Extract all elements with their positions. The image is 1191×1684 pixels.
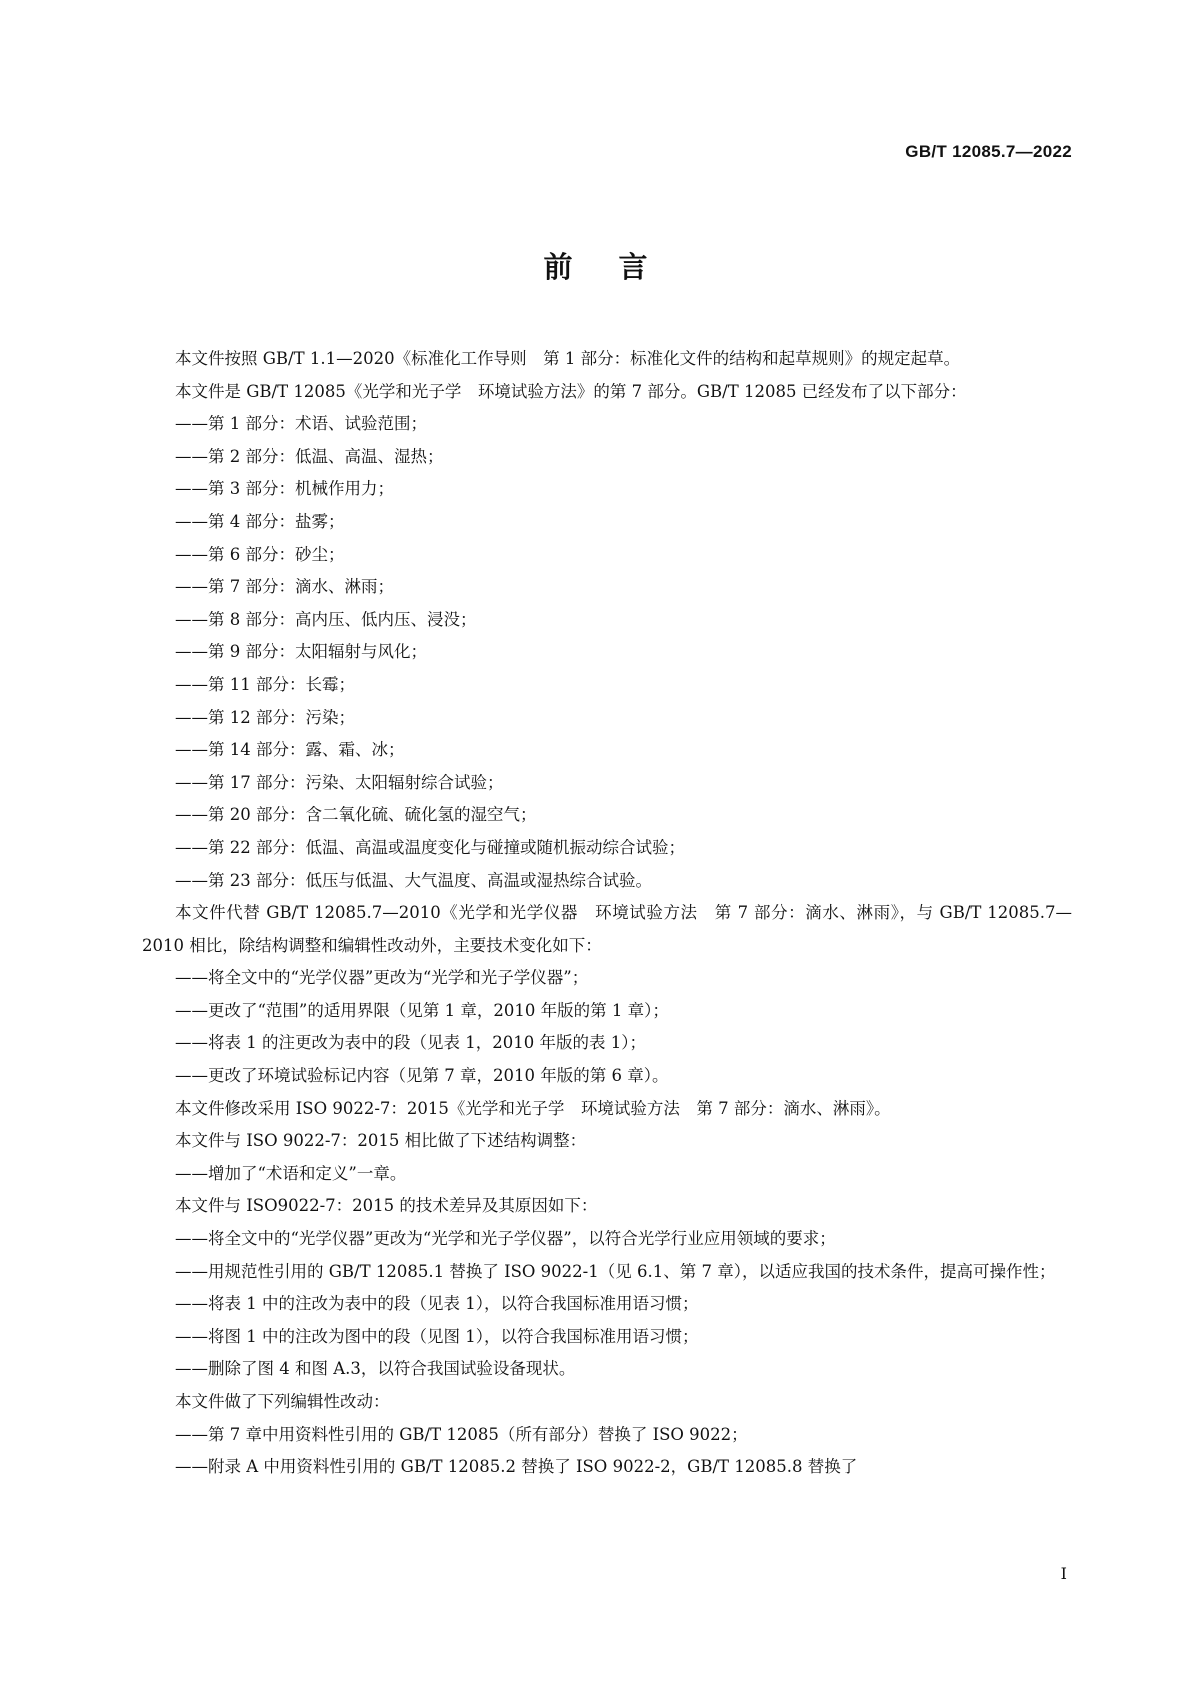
list-item: ——第 23 部分：低压与低温、大气温度、高温或湿热综合试验。 (175, 870, 652, 890)
list-item: ——将表 1 的注更改为表中的段（见表 1，2010 年版的表 1）； (175, 1033, 646, 1053)
list-item: ——第 20 部分：含二氧化硫、硫化氢的湿空气； (175, 805, 537, 825)
list-item: ——更改了环境试验标记内容（见第 7 章，2010 年版的第 6 章）。 (175, 1066, 669, 1086)
editorial-paragraph: 本文件做了下列编辑性改动： (175, 1392, 390, 1411)
list-item: ——将全文中的“光学仪器”更改为“光学和光子学仪器”，以符合光学行业应用领域的要求； (175, 1229, 836, 1249)
list-item: ——第 8 部分：高内压、低内压、浸没； (175, 609, 477, 629)
list-item: ——第 6 部分：砂尘； (175, 544, 345, 564)
list-item: ——更改了“范围”的适用界限（见第 1 章，2010 年版的第 1 章）； (175, 1000, 669, 1020)
list-item: ——将表 1 中的注改为表中的段（见表 1），以符合我国标准用语习惯； (175, 1294, 699, 1314)
list-item: ——第 11 部分：长霉； (175, 674, 355, 694)
intro-paragraph: 本文件是 GB/T 12085《光学和光子学 环境试验方法》的第 7 部分。GB/T 12085 已经发布了以下部分： (175, 381, 967, 401)
list-item: ——第 22 部分：低温、高温或温度变化与碰撞或随机振动综合试验； (175, 837, 685, 857)
list-item: ——将图 1 中的注改为图中的段（见图 1），以符合我国标准用语习惯； (175, 1326, 699, 1346)
list-item: ——第 7 章中用资料性引用的 GB/T 12085（所有部分）替换了 ISO 9022； (175, 1424, 748, 1444)
list-item: ——第 4 部分：盐雾； (175, 511, 345, 531)
technical-differences-paragraph: 本文件与 ISO9022-7：2015 的技术差异及其原因如下： (175, 1196, 598, 1216)
list-item: ——第 12 部分：污染； (175, 707, 355, 727)
replacement-paragraph: 本文件代替 GB/T 12085.7—2010《光学和光学仪器 环境试验方法 第 7 部分：滴水、淋雨》，与 GB/T 12085.7—2010 相比，除结构调整和编辑性改动外，主要技术变化如下： (142, 903, 1072, 955)
changes-list (142, 962, 1072, 1092)
list-item: ——第 17 部分：污染、太阳辐射综合试验； (175, 772, 504, 792)
list-item: ——第 2 部分：低温、高温、湿热； (175, 446, 444, 466)
list-item: ——用规范性引用的 GB/T 12085.1 替换了 ISO 9022-1（见 6.1、第 7 章），以适应我国的技术条件，提高可操作性； (175, 1261, 1056, 1281)
foreword-body (142, 343, 1072, 1484)
list-item: ——附录 A 中用资料性引用的 GB/T 12085.2 替换了 ISO 9022-2，GB/T 12085.8 替换了 (175, 1457, 858, 1477)
parts-list (142, 408, 1072, 897)
tech-list (142, 1223, 1072, 1386)
list-item: ——第 14 部分：露、霜、冰； (175, 740, 405, 760)
intro-paragraph: 本文件按照 GB/T 1.1—2020《标准化工作导则 第 1 部分：标准化文件的结构和起草规则》的规定起草。 (175, 349, 961, 368)
list-item: ——第 1 部分：术语、试验范围； (175, 414, 427, 434)
list-item: ——删除了图 4 和图 A.3，以符合我国试验设备现状。 (175, 1359, 576, 1379)
page-number: I (1060, 1564, 1067, 1583)
adoption-paragraph: 本文件修改采用 ISO 9022-7：2015《光学和光子学 环境试验方法 第 7 部分：滴水、淋雨》。 (175, 1098, 891, 1118)
header-standard-code: GB/T 12085.7—2022 (905, 142, 1072, 161)
list-item: ——第 7 部分：滴水、淋雨； (175, 577, 394, 597)
list-item: ——第 3 部分：机械作用力； (175, 479, 394, 499)
edit-list (142, 1419, 1072, 1484)
list-item: ——将全文中的“光学仪器”更改为“光学和光子学仪器”； (175, 968, 589, 988)
page-title: 前言 (543, 250, 694, 284)
list-item: ——第 9 部分：太阳辐射与风化； (175, 642, 427, 662)
structure-paragraph: 本文件与 ISO 9022-7：2015 相比做了下述结构调整： (175, 1131, 587, 1151)
list-item: ——增加了“术语和定义”一章。 (175, 1163, 407, 1183)
